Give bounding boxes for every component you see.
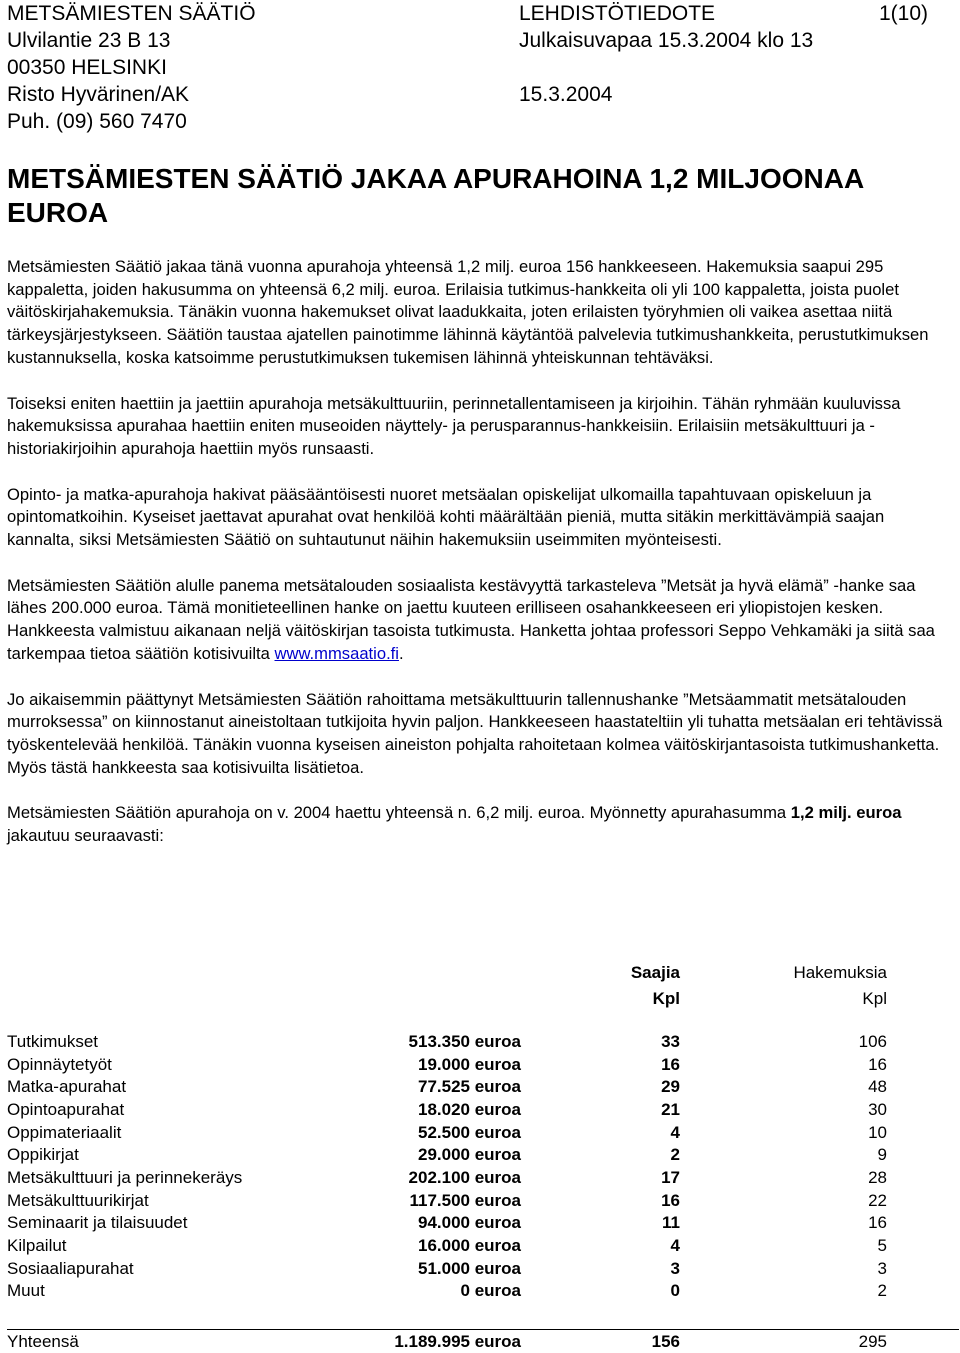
table-row: Muut 0 euroa 0 2 [7,1281,887,1300]
column-unit-recipients: Kpl [652,989,680,1008]
paragraph-archive: Jo aikaisemmin päättynyt Metsämiesten Säätiön rahoittama metsäkulttuurin tallennushanke ”Metsäammatit metsätalouden murroksessa” on kiinnostanut aineistoltaan tutkijoita hyvin paljon. Hankkeeseen haastateltiin yli tuhatta metsäalan eri tehtävissä työskentelevää henkilöä. Tänäkin vuonna kyseisen aineiston pohjalta rahoitetaan kolmea väitöskirjantasoista tutkimushanketta. Myös tästä hankkeesta saa kotisivuilta lisätietoa. [7,689,943,777]
paragraph-project-text: Metsämiesten Säätiön alulle panema metsätalouden sosiaalista kestävyyttä tarkasteleva ”Metsät ja hyvä elämä” -hanke saa lähes 200.000 euroa. Tämä monitieteellinen hanke on jaettu kuuteen erilliseen osahankkeeseen eri yliopistojen kesken. Hankkeesta valmistuu aikanaan neljä väitöskirjan tasoista tutkimusta. Hanketta johtaa professori Seppo Vehkamäki ja siitä saa tarkempaa tietoa säätiön kotisivuilta [7,575,935,663]
release-time: Julkaisuvapaa 15.3.2004 klo 13 [519,29,814,52]
table-row: Oppimateriaalit 52.500 euroa 4 10 [7,1123,887,1142]
table-row: Metsäkulttuurikirjat 117.500 euroa 16 22 [7,1191,887,1210]
document-type: LEHDISTÖTIEDOTE [519,2,716,25]
paragraph-project: Metsämiesten Säätiön alulle panema metsätalouden sosiaalista kestävyyttä tarkasteleva ”Metsät ja hyvä elämä” -hanke saa lähes 200.000 euroa. Tämä monitieteellinen hanke on jaettu kuuteen erilliseen osahankkeeseen eri yliopistojen kesken. Hankkeesta valmistuu aikanaan neljä väitöskirjan tasoista tutkimusta. Hanketta johtaa professori Seppo Vehkamäki ja siitä saa tarkempaa tietoa säätiön kotisivuilta www.mmsaatio.fi. [7,575,935,663]
sender-block [7,0,256,135]
table-row: Seminaarit ja tilaisuudet 94.000 euroa 11 16 [7,1213,887,1232]
table-row: Metsäkulttuuri ja perinnekeräys 202.100 euroa 17 28 [7,1168,887,1187]
page-number: 1(10) [879,2,929,25]
table-row: Tutkimukset 513.350 euroa 33 106 [7,1032,887,1051]
postal-address: 00350 HELSINKI [7,56,167,79]
table-row: Kilpailut 16.000 euroa 4 5 [7,1236,887,1255]
website-link[interactable]: www.mmsaatio.fi [274,643,399,663]
document-date: 15.3.2004 [519,83,613,106]
paragraph-summary: Metsämiesten Säätiön apurahoja on v. 2004 haettu yhteensä n. 6,2 milj. euroa. Myönnetty apurahasumma 1,2 milj. euroa jakautuu seuraavasti: [7,803,902,846]
table-row: Sosiaaliapurahat 51.000 euroa 3 3 [7,1259,887,1278]
column-unit-applications: Kpl [862,989,887,1008]
phone-number: Puh. (09) 560 7470 [7,110,187,133]
organization-name: METSÄMIESTEN SÄÄTIÖ [7,2,256,25]
table-row: Opintoapurahat 18.020 euroa 21 30 [7,1100,887,1119]
granted-total: 1,2 milj. euroa [790,803,902,823]
paragraph-study-grants: Opinto- ja matka-apurahoja hakivat pääsääntöisesti nuoret metsäalan opiskelijat ulkomailla tapahtuvaan opiskeluun ja opintomatkoihin. Kyseiset jaettavat apurahat ovat henkilöä kohti määrältään pieniä, mutta sitäkin merkittävämpiä saajan kannalta, siksi Metsämiesten Säätiö on suhtautunut näihin hakemuksiin useimmiten myönteisesti. [7,484,885,550]
paragraph-culture: Toiseksi eniten haettiin ja jaettiin apurahoja metsäkulttuuriin, perinnetallentamiseen ja kirjoihin. Tähän ryhmään kuuluvissa hakemuksissa apurahaa haettiin eniten museoiden näyttely- ja perusparannus-hankkeisiin. Erilaisiin metsäkulttuuri ja -historiakirjoihin apurahoja haettiin myös runsaasti. [7,393,901,458]
article-body [7,256,947,848]
table-row: Opinnäytetyöt 19.000 euroa 16 16 [7,1055,887,1074]
table-row: Oppikirjat 29.000 euroa 2 9 [7,1145,887,1164]
table-header-row-1 [7,961,887,984]
release-block [519,0,813,108]
table-header-row-2 [7,987,887,1010]
column-header-recipients: Saajia [630,963,680,982]
paragraph-intro: Metsämiesten Säätiö jakaa tänä vuonna apurahoja yhteensä 1,2 milj. euroa 156 hankkeeseen. Hakemuksia saapui 295 kappaletta, joiden hakusumma on yhteensä 6,2 milj. euroa. Erilaisia tutkimus-hankkeita oli yli 100 kappaletta, joista puolet väitöskirjahakemuksia. Tänäkin vuonna hakemukset olivat laadukkaita, joten erilaisten työryhmien oli vaikea asettaa niitä tärkeysjärjestykseen. Säätiön taustaa ajatellen painotimme lähinnä käytäntöä palvelevia tutkimushankkeita, perustutkimuksen kustannuksella, koska katsoimme perustutkimuksen tukemisen lähinnä yhteiskunnan tehtäväksi. [7,257,929,367]
street-address: Ulvilantie 23 B 13 [7,29,171,52]
column-header-applications: Hakemuksia [793,963,887,982]
page-title: METSÄMIESTEN SÄÄTIÖ JAKAA APURAHOINA 1,2 MILJOONAA EUROA [7,163,864,228]
table-total-row: Yhteensä 1.189.995 euroa 156 295 [7,1332,887,1351]
contact-person: Risto Hyvärinen/AK [7,83,190,106]
table-row: Matka-apurahat 77.525 euroa 29 48 [7,1077,887,1096]
